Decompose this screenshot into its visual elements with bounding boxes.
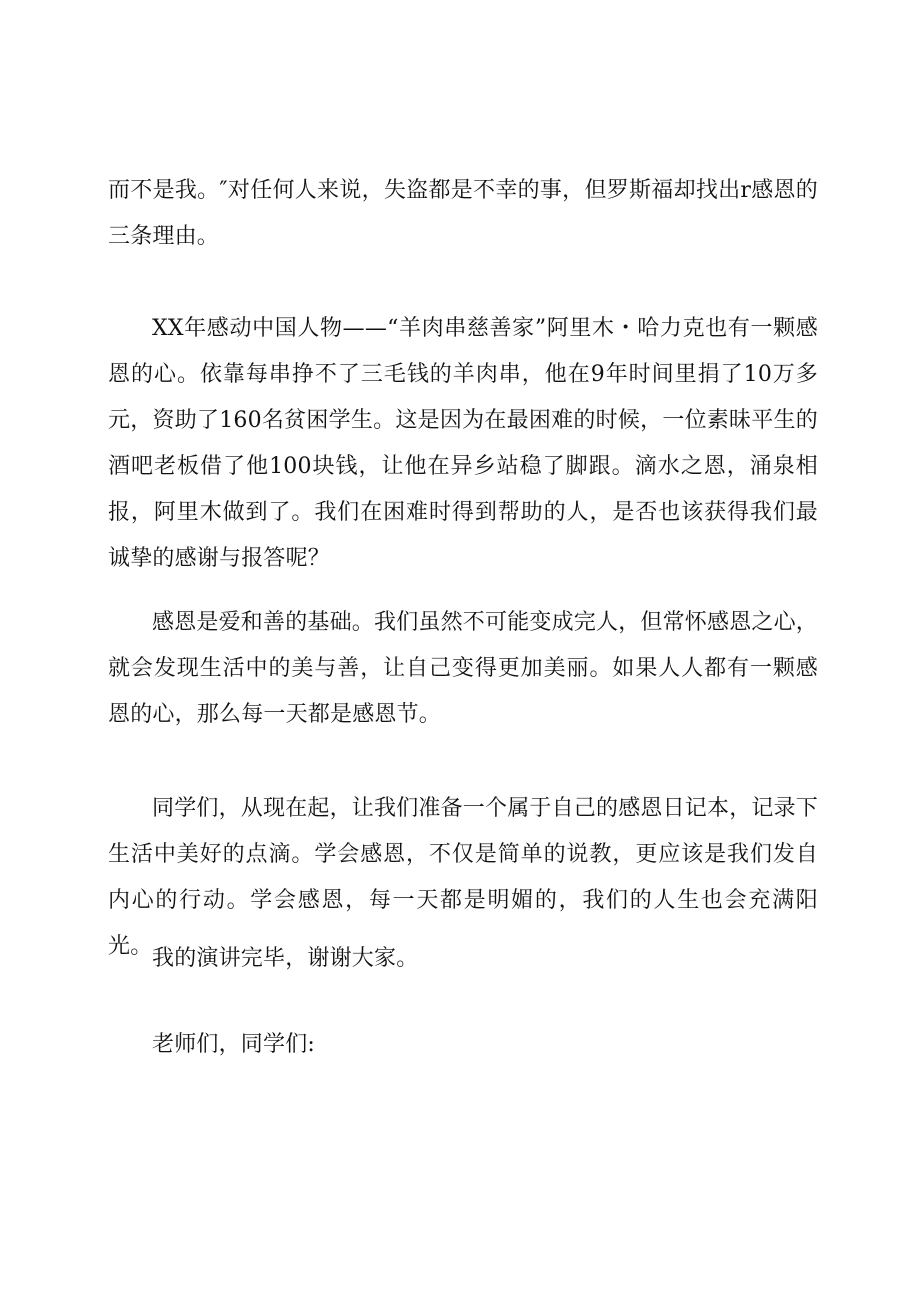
paragraph-alimu-story: XX年感动中国人物——“羊肉串慈善家”阿里木・哈力克也有一颗感恩的心。依靠每串挣不了三毛钱的羊肉串，他在9年时间里捐了10万多元，资助了160名贫困学生。这是因为在最困难的时候，一位素昧平生的酒吧老板借了他100块钱，让他在异乡站稳了脚跟。滴水之恩，涌泉相报，阿里木做到了。我们在困难时得到帮助的人，是否也该获得我们最诚挚的感谢与报答呢？ — [108, 316, 818, 571]
paragraph-roosevelt-ending: 而不是我。″对任何人来说，失盗都是不幸的事，但罗斯福却找出r感恩的三条理由。 — [108, 178, 818, 249]
paragraph-greeting: 老师们，同学们: — [152, 1032, 316, 1057]
paragraph-closing: 我的演讲完毕，谢谢大家。 — [152, 946, 419, 971]
paragraph-gratitude-diary: 同学们，从现在起，让我们准备一个属于自己的感恩日记本，记录下生活中美好的点滴。学会感恩，不仅是简单的说教，更应该是我们发自内心的行动。学会感恩，每一天都是明媚的，我们的人生也会充满阳光。 — [108, 796, 819, 959]
paragraph-gratitude-foundation: 感恩是爱和善的基础。我们虽然不可能变成完人，但常怀感恩之心，就会发现生活中的美与善，让自己变得更加美丽。如果人人都有一颗感恩的心，那么每一天都是感恩节。 — [108, 610, 819, 727]
